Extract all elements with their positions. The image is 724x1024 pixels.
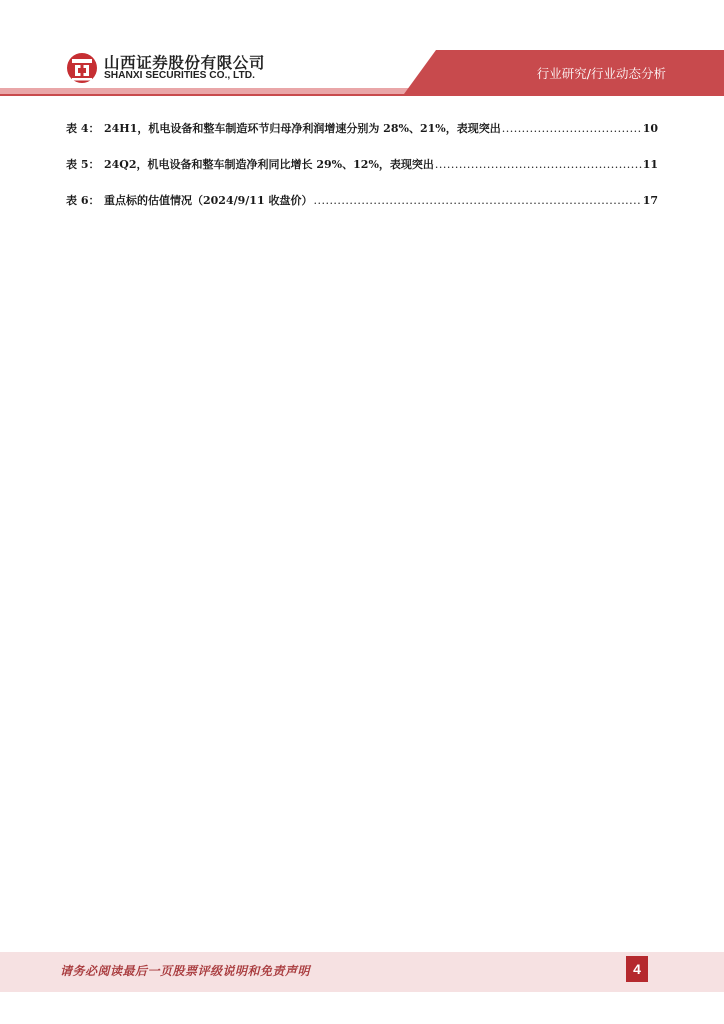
toc-entry-number: 表 6： xyxy=(66,194,100,207)
toc-leader-dots xyxy=(435,158,642,171)
toc-entry[interactable] xyxy=(66,192,658,228)
toc-leader-dots xyxy=(313,194,641,207)
footer-disclaimer: 请务必阅读最后一页股票评级说明和免责声明 xyxy=(60,964,311,978)
toc-entry-page: 11 xyxy=(642,158,658,171)
page-number-badge: 4 xyxy=(626,956,648,982)
toc-entry-number: 表 4： xyxy=(66,122,100,135)
toc-entry-title: 重点标的估值情况（2024/9/11 收盘价） xyxy=(104,194,313,207)
toc-entry-page: 10 xyxy=(642,122,658,135)
table-of-tables xyxy=(66,120,658,228)
shanxi-securities-logo-icon xyxy=(66,52,98,84)
header-red-band xyxy=(0,0,724,100)
toc-entry-title: 24H1，机电设备和整车制造环节归母净利润增速分别为 28%、21%，表现突出 xyxy=(104,122,501,135)
toc-entry-page: 17 xyxy=(642,194,658,207)
toc-entry-number: 表 5： xyxy=(66,158,100,171)
report-type-label: 行业研究/行业动态分析 xyxy=(536,66,666,81)
toc-entry-title: 24Q2，机电设备和整车制造净利同比增长 29%、12%，表现突出 xyxy=(104,158,434,171)
toc-entry[interactable] xyxy=(66,156,658,192)
company-name-en: SHANXI SECURITIES CO., LTD. xyxy=(104,70,255,81)
page-header xyxy=(0,0,724,100)
toc-entry[interactable] xyxy=(66,120,658,156)
company-name-cn: 山西证券股份有限公司 xyxy=(104,54,266,72)
toc-leader-dots xyxy=(502,122,642,135)
